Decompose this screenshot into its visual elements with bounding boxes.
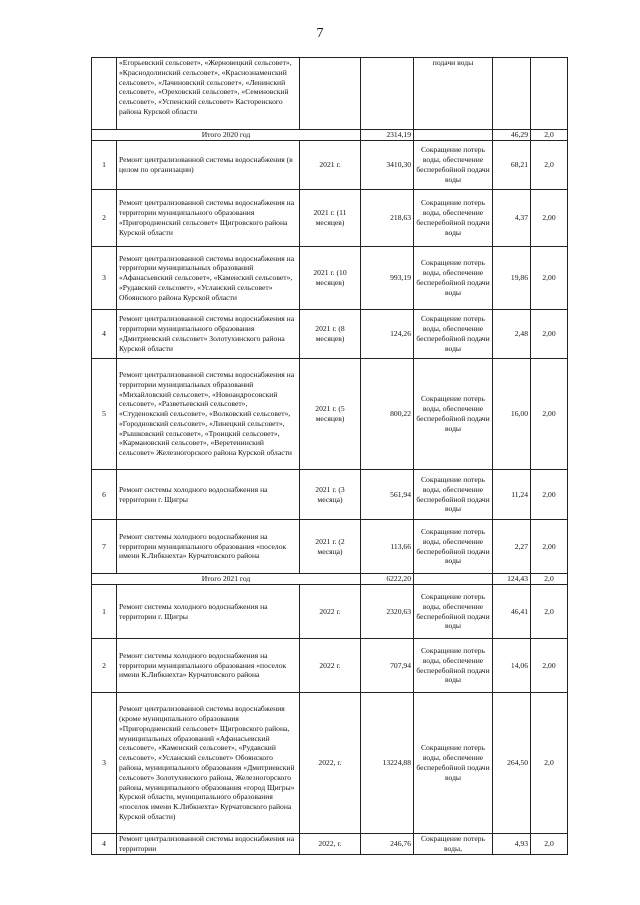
indicator-value: 2,00 [531,310,568,359]
row-number: 2 [92,190,117,247]
row-number: 3 [92,247,117,310]
total-indicator: 2,0 [531,130,568,141]
total-cost: 6222,20 [361,574,414,585]
total-cost: 2314,19 [361,130,414,141]
cost-cell [361,58,414,130]
table-row [92,834,568,855]
indicator-value: 2,0 [531,585,568,639]
row-number: 6 [92,470,117,520]
implementation-period: 2022 г. [300,585,361,639]
table-row [92,470,568,520]
share-value: 264,50 [493,693,531,834]
measure-description: Ремонт централизованной системы водоснабжения на территории [117,834,300,855]
row-number: 1 [92,141,117,190]
table-body-2022 [92,585,568,855]
share-value: 4,37 [493,190,531,247]
total-row-2020 [92,130,568,141]
measure-description: Ремонт централизованной системы водоснабжения на территории муниципальных образований «Михайловский сельсовет», «Новоандросовский сельсовет», «Разветьевский сельсовет», «Студенокский сельсовет», «Волковский сельсовет», «Городновский сельсовет», «Линецкий сельсовет», «Рышковский сельсовет», «Троицкий сельсовет», «Кармановский сельсовет», «Веретенинский сельсовет» Железногорского района Курской области [117,359,300,470]
cost-value: 800,22 [361,359,414,470]
expected-result: подачи воды [414,58,493,130]
indicator-value: 2,00 [531,520,568,574]
measure-description: Ремонт системы холодного водоснабжения на территории г. Щигры [117,585,300,639]
implementation-period: 2022, г. [300,693,361,834]
indicator-value: 2,00 [531,359,568,470]
page-number: 7 [316,26,324,41]
implementation-period: 2021 г. [300,141,361,190]
expected-result: Сокращение потерь воды, обеспечение бесперебойной подачи воды [414,141,493,190]
implementation-period: 2021 г. (3 месяца) [300,470,361,520]
expected-result: Сокращение потерь воды, обеспечение бесперебойной подачи воды [414,190,493,247]
implementation-period: 2022 г. [300,639,361,693]
indicator-value: 2,0 [531,834,568,855]
row-number: 2 [92,639,117,693]
indicator-value: 2,00 [531,470,568,520]
share-value: 2,48 [493,310,531,359]
number-cell [92,58,117,130]
total-empty-cell [414,130,493,141]
implementation-period: 2021 г. (11 месяцев) [300,190,361,247]
cost-value: 113,66 [361,520,414,574]
cost-value: 3410,30 [361,141,414,190]
total-share: 124,43 [493,574,531,585]
implementation-period: 2021 г. (8 месяцев) [300,310,361,359]
expected-result: Сокращение потерь воды, обеспечение бесперебойной подачи воды [414,247,493,310]
total-row-2021 [92,574,568,585]
share-cell [493,58,531,130]
cost-value: 993,19 [361,247,414,310]
implementation-period: 2021 г. (5 месяцев) [300,359,361,470]
indicator-value: 2,0 [531,693,568,834]
table-body-total-2021 [92,574,568,585]
share-value: 68,21 [493,141,531,190]
measure-description: Ремонт централизованной системы водоснабжения на территории муниципальных образований «Афанасьевский сельсовет», «Каменский сельсовет», «Рудавский сельсовет», «Усланский сельсовет» Обоянского района Курской области [117,247,300,310]
cost-value: 13224,88 [361,693,414,834]
share-value: 11,24 [493,470,531,520]
row-number: 1 [92,585,117,639]
investment-program-table [91,57,568,855]
share-value: 46,41 [493,585,531,639]
cost-value: 561,94 [361,470,414,520]
measure-description: Ремонт системы холодного водоснабжения на территории г. Щигры [117,470,300,520]
share-value: 19,86 [493,247,531,310]
table-row [92,310,568,359]
table-row [92,247,568,310]
indicator-value: 2,00 [531,190,568,247]
expected-result: Сокращение потерь воды, обеспечение бесперебойной подачи воды [414,693,493,834]
expected-result: Сокращение потерь воды, [414,834,493,855]
share-value: 16,00 [493,359,531,470]
implementation-period: 2021 г. (2 месяца) [300,520,361,574]
measure-description: Ремонт централизованной системы водоснабжения (кроме муниципального образования «Пригородненский сельсовет» Щигровского района, муниципальных образований «Афанасьевский сельсовет», «Каменский сельсовет», «Рудавский сельсовет», «Усланский сельсовет» Обоянского района, муниципального образования «Дмитриевский сельсовет» Золотухинского района, Железногорского района, муниципального образования «город Щигры» Курской области, муниципального образования «поселок имени К.Либкнехта» Курчатовского района Курской области) [117,693,300,834]
indicator-value: 2,0 [531,141,568,190]
total-share: 46,29 [493,130,531,141]
table-row [92,141,568,190]
row-number: 3 [92,693,117,834]
measure-description: «Егорьевский сельсовет», «Жерновецкий сельсовет», «Краснодолинский сельсовет», «Краснознаменский сельсовет», «Лачиновский сельсовет», «Ленинский сельсовет», «Ореховский сельсовет», «Семеновский сельсовет», «Успенский сельсовет» Касторенского района Курской области [117,58,300,130]
total-indicator: 2,0 [531,574,568,585]
table-row [92,520,568,574]
indicator-cell [531,58,568,130]
share-value: 14,06 [493,639,531,693]
measure-description: Ремонт централизованной системы водоснабжения на территории муниципального образования «Пригородненский сельсовет» Щигровского района Курской области [117,190,300,247]
cost-value: 124,26 [361,310,414,359]
cost-value: 707,94 [361,639,414,693]
table-body-2021 [92,141,568,574]
cost-value: 2320,63 [361,585,414,639]
share-value: 4,93 [493,834,531,855]
measure-description: Ремонт централизованной системы водоснабжения на территории муниципального образования «Дмитриевский сельсовет» Золотухинского района Курской области [117,310,300,359]
total-empty-cell [414,574,493,585]
implementation-period: 2022, г. [300,834,361,855]
indicator-value: 2,00 [531,247,568,310]
table-row [92,359,568,470]
row-number: 4 [92,834,117,855]
expected-result: Сокращение потерь воды, обеспечение бесперебойной подачи воды [414,585,493,639]
period-cell [300,58,361,130]
table-row [92,190,568,247]
table-row [92,693,568,834]
table-row [92,585,568,639]
expected-result: Сокращение потерь воды, обеспечение бесперебойной подачи воды [414,470,493,520]
implementation-period: 2021 г. (10 месяцев) [300,247,361,310]
row-number: 5 [92,359,117,470]
total-label: Итого 2020 год [92,130,361,141]
table-body [92,58,568,141]
measure-description: Ремонт централизованной системы водоснабжения (в целом по организации) [117,141,300,190]
table-row [92,639,568,693]
row-number: 4 [92,310,117,359]
expected-result: Сокращение потерь воды, обеспечение бесперебойной подачи воды [414,359,493,470]
measure-description: Ремонт системы холодного водоснабжения на территории муниципального образования «поселок имени К.Либкнехта» Курчатовского района [117,520,300,574]
expected-result: Сокращение потерь воды, обеспечение бесперебойной подачи воды [414,520,493,574]
cost-value: 246,76 [361,834,414,855]
measure-description: Ремонт системы холодного водоснабжения на территории муниципального образования «поселок имени К.Либкнехта» Курчатовского района [117,639,300,693]
cost-value: 218,63 [361,190,414,247]
table-row-continuation [92,58,568,130]
total-label: Итого 2021 год [92,574,361,585]
share-value: 2,27 [493,520,531,574]
expected-result: Сокращение потерь воды, обеспечение бесперебойной подачи воды [414,639,493,693]
indicator-value: 2,00 [531,639,568,693]
expected-result: Сокращение потерь воды, обеспечение бесперебойной подачи воды [414,310,493,359]
row-number: 7 [92,520,117,574]
